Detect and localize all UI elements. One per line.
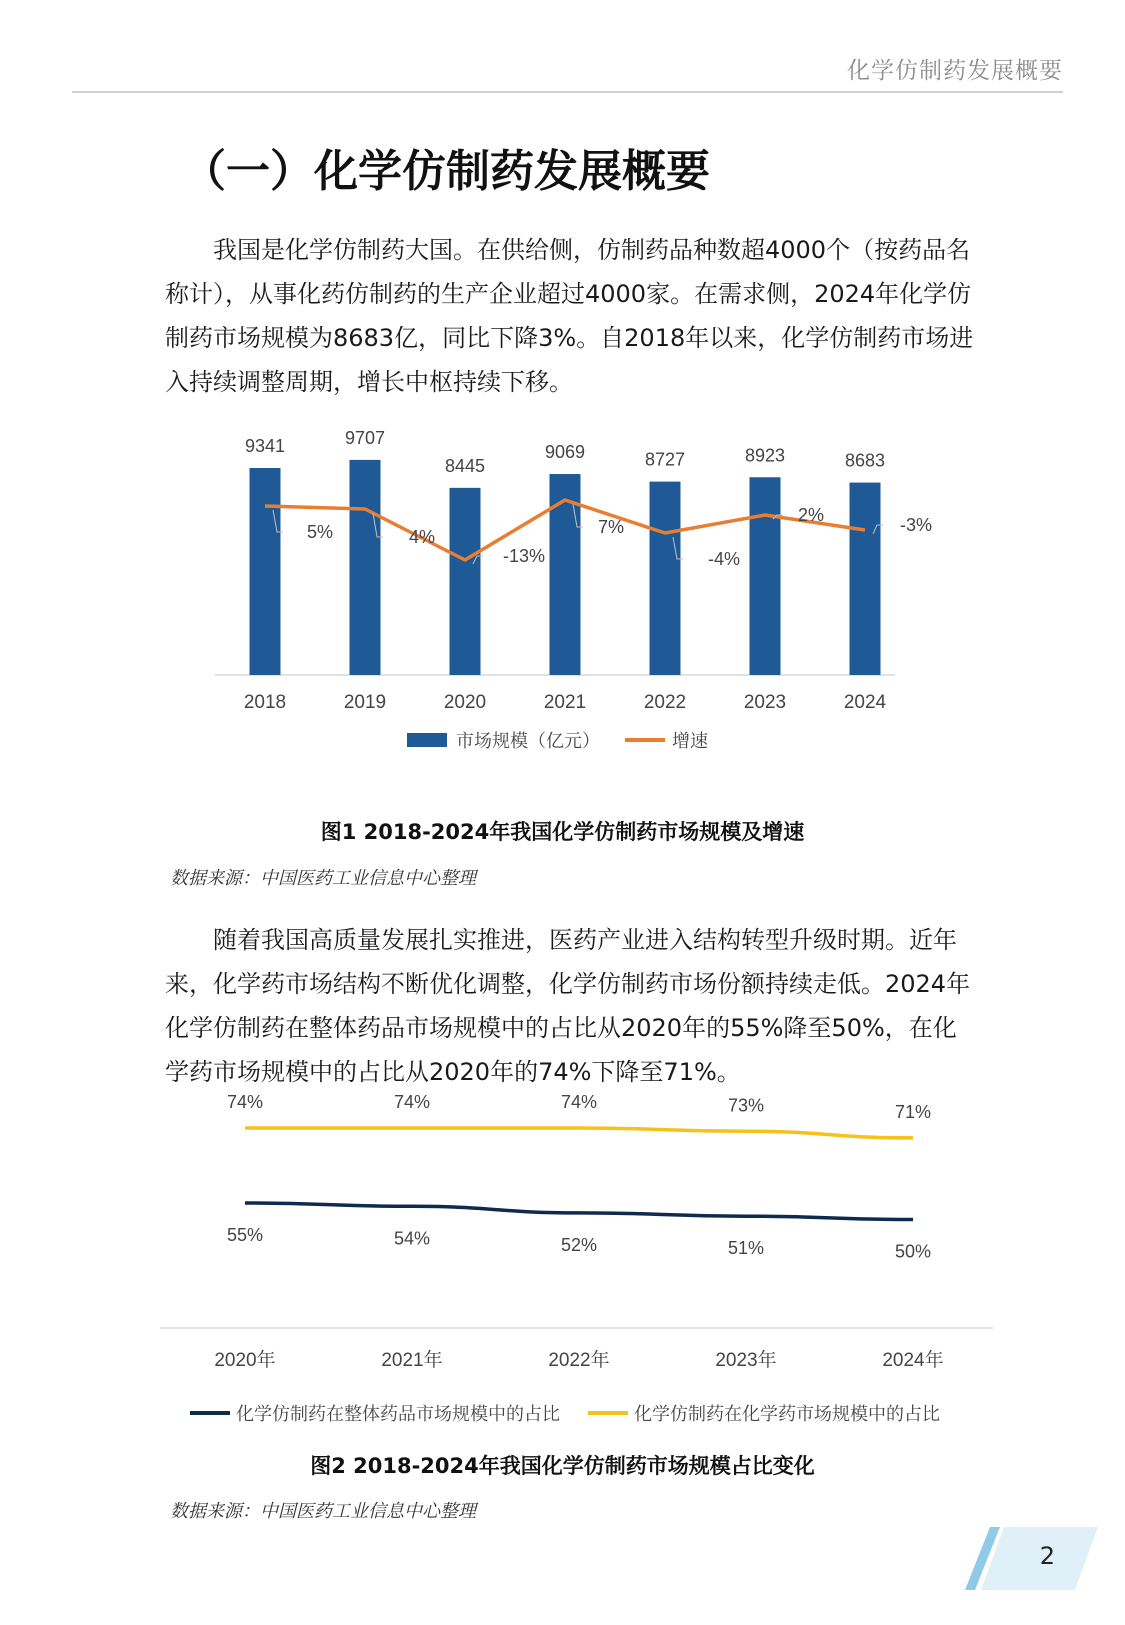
x-tick-2022年: 2022年 bbox=[548, 1350, 610, 1371]
share-line-chemical bbox=[245, 1128, 913, 1138]
figure-2-source: 数据来源：中国医药工业信息中心整理 bbox=[170, 1501, 476, 1522]
x-tick-2020年: 2020年 bbox=[214, 1350, 276, 1371]
bar-label-2019: 9707 bbox=[344, 427, 386, 448]
share-label-chemical-2023年: 73% bbox=[727, 1095, 765, 1116]
bar-2020 bbox=[450, 488, 481, 675]
figure-1-source: 数据来源：中国医药工业信息中心整理 bbox=[170, 868, 476, 889]
legend-label-chemical: 化学仿制药在化学药市场规模中的占比 bbox=[634, 1404, 940, 1424]
x-tick-2021: 2021 bbox=[543, 692, 587, 713]
paragraph-2: 随着我国高质量发展扎实推进，医药产业进入结构转型升级时期。近年来，化学药市场结构不断优化调整，化学仿制药市场份额持续走低。2024年化学仿制药在整体药品市场规模中的占比从2020年的55%降至50%，在化学药市场规模中的占比从2020年的74%下降至71%。 bbox=[165, 926, 971, 1086]
growth-label-2023: 2% bbox=[798, 505, 825, 525]
x-tick-2024: 2024 bbox=[843, 692, 887, 713]
bar-2019 bbox=[350, 460, 381, 675]
chart-market-share bbox=[0, 1092, 1125, 1424]
growth-label-2018: 5% bbox=[307, 522, 334, 542]
share-label-chemical-2024年: 71% bbox=[894, 1101, 932, 1122]
growth-label-2020: -13% bbox=[503, 546, 546, 566]
growth-label-2024: -3% bbox=[900, 515, 933, 535]
chart-market-size bbox=[0, 427, 1125, 760]
share-line-total bbox=[245, 1203, 913, 1220]
x-tick-2023年: 2023年 bbox=[715, 1350, 777, 1371]
bar-2024 bbox=[850, 483, 881, 675]
share-label-chemical-2020年: 74% bbox=[226, 1092, 264, 1112]
legend-label-market-size: 市场规模（亿元） bbox=[456, 731, 600, 751]
share-label-chemical-2021年: 74% bbox=[393, 1092, 431, 1112]
figure-1-caption: 图1 2018-2024年我国化学仿制药市场规模及增速 bbox=[320, 820, 805, 844]
page-number: 2 bbox=[1039, 1542, 1055, 1570]
share-label-total-2020年: 55% bbox=[226, 1225, 264, 1245]
growth-label-2022: -4% bbox=[708, 549, 741, 569]
header-rule bbox=[72, 91, 1063, 93]
x-tick-2019: 2019 bbox=[343, 692, 387, 713]
share-label-total-2022年: 52% bbox=[560, 1234, 598, 1255]
legend-label-total: 化学仿制药在整体药品市场规模中的占比 bbox=[236, 1404, 560, 1424]
bar-label-2021: 9069 bbox=[544, 442, 586, 463]
bar-2022 bbox=[650, 482, 681, 675]
growth-label-2019: 4% bbox=[409, 527, 436, 547]
share-label-chemical-2022年: 74% bbox=[560, 1092, 598, 1112]
page-corner-decoration bbox=[0, 1522, 1125, 1592]
bar-2018 bbox=[250, 468, 281, 675]
growth-label-2021: 7% bbox=[598, 517, 625, 537]
bar-label-2024: 8683 bbox=[844, 450, 886, 471]
share-label-total-2023年: 51% bbox=[727, 1238, 765, 1259]
legend-swatch-market-size bbox=[407, 733, 447, 747]
bar-label-2018: 9341 bbox=[244, 436, 286, 456]
section-title: （一）化学仿制药发展概要 bbox=[182, 146, 710, 197]
x-tick-2023: 2023 bbox=[743, 692, 787, 713]
legend-label-growth: 增速 bbox=[672, 731, 708, 751]
header-title: 化学仿制药发展概要 bbox=[847, 58, 1063, 84]
x-tick-2022: 2022 bbox=[643, 692, 687, 713]
share-label-total-2021年: 54% bbox=[393, 1228, 431, 1249]
share-label-total-2024年: 50% bbox=[894, 1241, 932, 1262]
bar-label-2023: 8923 bbox=[744, 445, 786, 466]
x-tick-2018: 2018 bbox=[243, 692, 287, 713]
bar-2023 bbox=[750, 477, 781, 675]
x-tick-2024年: 2024年 bbox=[882, 1350, 944, 1371]
x-tick-2021年: 2021年 bbox=[381, 1350, 443, 1371]
x-tick-2020: 2020 bbox=[443, 692, 487, 713]
bar-label-2022: 8727 bbox=[644, 449, 686, 470]
figure-2-caption: 图2 2018-2024年我国化学仿制药市场规模占比变化 bbox=[310, 1454, 815, 1478]
bar-label-2020: 8445 bbox=[444, 455, 486, 476]
paragraph-1: 我国是化学仿制药大国。在供给侧，仿制药品种数超4000个（按药品名称计），从事化药仿制药的生产企业超过4000家。在需求侧，2024年化学仿制药市场规模为8683亿，同比下降3%。自2018年以来，化学仿制药市场进入持续调整周期，增长中枢持续下移。 bbox=[165, 236, 974, 396]
